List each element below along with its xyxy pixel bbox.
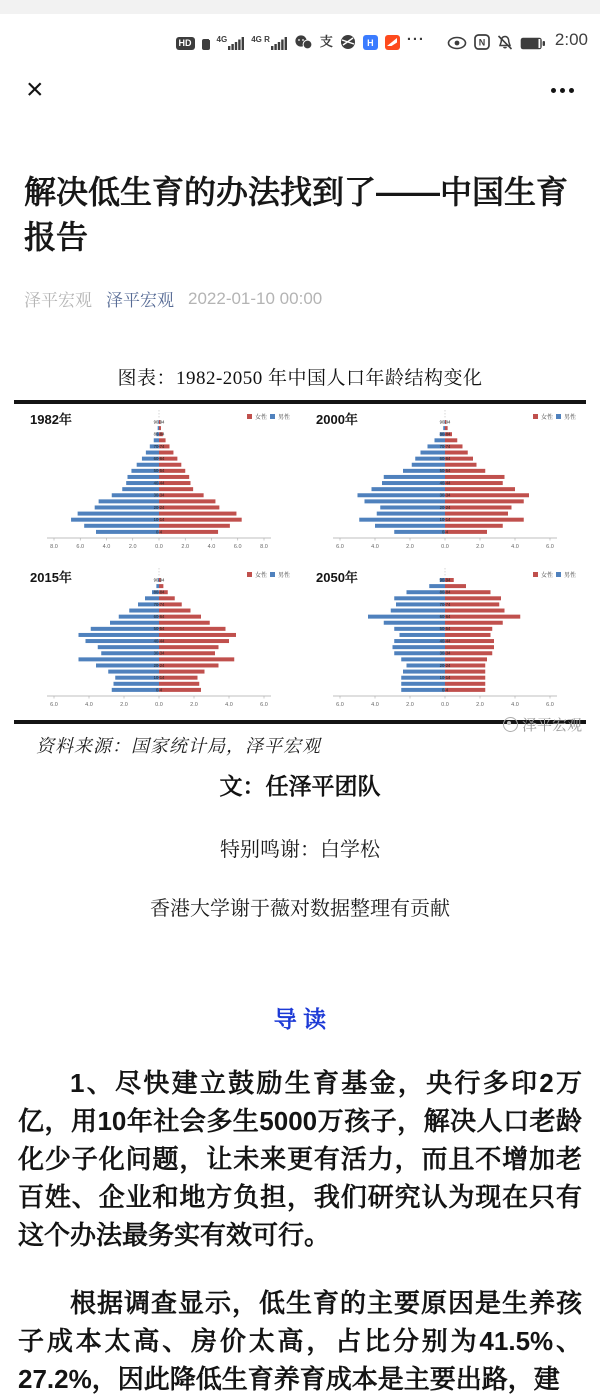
body-paragraph-2: 根据调查显示，低生育的主要原因是生养孩子成本太高、房价太高，占比分别为41.5%、27.2%，因此降低生育养育成本是主要出路，建: [18, 1288, 582, 1394]
svg-text:0-4: 0-4: [155, 529, 163, 535]
svg-text:2.0: 2.0: [181, 544, 190, 550]
svg-text:2.0: 2.0: [476, 702, 484, 708]
signal-strength-icon-2: 4G R: [251, 37, 287, 50]
svg-text:30-34: 30-34: [153, 650, 165, 656]
more-notifications-icon: ···: [406, 31, 425, 48]
svg-text:4.0: 4.0: [371, 702, 379, 708]
mute-bell-icon: [497, 35, 513, 50]
svg-text:2.0: 2.0: [120, 702, 128, 708]
male-legend-swatch: [556, 572, 561, 577]
orange-app-notification-icon: [385, 35, 400, 50]
svg-text:0-4: 0-4: [155, 687, 163, 693]
svg-text:2.0: 2.0: [128, 544, 137, 550]
svg-text:4.0: 4.0: [85, 702, 93, 708]
browser-globe-icon: [340, 34, 356, 50]
svg-text:4.0: 4.0: [511, 544, 519, 550]
svg-text:70-74: 70-74: [439, 601, 451, 607]
svg-text:70-74: 70-74: [439, 443, 451, 449]
svg-text:2.0: 2.0: [406, 544, 414, 550]
svg-text:2.0: 2.0: [406, 702, 414, 708]
sim-card-icon: [202, 39, 210, 50]
body-paragraph-1: 1、尽快建立鼓励生育基金，央行多印2万亿，用10年社会多生5000万孩子，解决人口老龄化少子化问题，让未来更有活力，而且不增加老百姓、企业和地方负担，我们研究认为现在只有这个办法最务实有效可行。: [18, 1068, 582, 1250]
female-legend-label: 女性: [254, 573, 267, 579]
pyramid-year-label: 2000年: [316, 412, 358, 427]
svg-text:90-94: 90-94: [153, 577, 165, 583]
svg-text:6.0: 6.0: [546, 702, 554, 708]
svg-text:50-54: 50-54: [153, 468, 165, 474]
svg-text:50-54: 50-54: [439, 468, 451, 474]
byline: [24, 286, 576, 311]
svg-text:N: N: [478, 37, 486, 48]
svg-text:8.0: 8.0: [50, 544, 58, 550]
svg-text:60-64: 60-64: [439, 456, 451, 462]
figure-title: 图表：1982-2050 年中国人口年龄结构变化: [117, 368, 483, 389]
alipay-notification-icon: 支: [319, 34, 333, 49]
status-bar: [0, 0, 600, 58]
signal-strength-icon-1: 4G: [217, 37, 245, 50]
female-legend-label: 女性: [540, 415, 553, 421]
male-legend-label: 男性: [277, 415, 290, 421]
svg-text:8.0: 8.0: [260, 544, 268, 550]
thanks-line: 特别鸣谢：白学松: [220, 839, 380, 861]
watermark-text: 泽平宏观: [521, 718, 582, 734]
svg-text:30-34: 30-34: [439, 492, 451, 498]
pyramid-grid: [14, 404, 586, 720]
watermark-logo-icon: [503, 717, 518, 732]
svg-text:90-94: 90-94: [153, 419, 165, 425]
svg-text:90-94: 90-94: [439, 577, 451, 583]
pyramid-legend: [247, 412, 290, 421]
svg-text:6.0: 6.0: [50, 702, 58, 708]
svg-text:40-44: 40-44: [153, 480, 165, 486]
svg-text:6.0: 6.0: [336, 702, 344, 708]
svg-text:4.0: 4.0: [102, 544, 111, 550]
close-icon[interactable]: ×: [26, 73, 44, 106]
female-legend-swatch: [533, 414, 538, 419]
svg-text:40-44: 40-44: [439, 638, 451, 644]
female-legend-label: 女性: [254, 415, 267, 421]
svg-text:80-84: 80-84: [439, 431, 451, 437]
svg-text:6.0: 6.0: [233, 544, 242, 550]
svg-text:20-24: 20-24: [439, 504, 451, 510]
svg-text:70-74: 70-74: [153, 601, 165, 607]
female-legend-swatch: [247, 414, 252, 419]
nfc-icon: [474, 34, 490, 50]
male-legend-label: 男性: [563, 573, 576, 579]
figure-source-row: [14, 718, 586, 758]
svg-text:10-14: 10-14: [439, 517, 451, 523]
svg-text:30-34: 30-34: [439, 650, 451, 656]
male-legend-label: 男性: [563, 415, 576, 421]
svg-text:80-84: 80-84: [153, 589, 165, 595]
svg-text:70-74: 70-74: [153, 443, 165, 449]
male-legend-swatch: [270, 572, 275, 577]
byline-account-link[interactable]: 泽平宏观: [106, 291, 174, 310]
pyramid-2050: [300, 562, 586, 720]
svg-text:2.0: 2.0: [476, 544, 484, 550]
svg-text:6.0: 6.0: [260, 702, 268, 708]
svg-text:50-54: 50-54: [153, 626, 165, 632]
svg-text:50-54: 50-54: [439, 626, 451, 632]
svg-text:0.0: 0.0: [441, 702, 449, 708]
svg-text:0-4: 0-4: [441, 687, 449, 693]
svg-text:6.0: 6.0: [546, 544, 554, 550]
pyramid-legend: [533, 412, 576, 421]
svg-text:4.0: 4.0: [511, 702, 519, 708]
female-legend-label: 女性: [540, 573, 553, 579]
population-pyramid-figure[interactable]: [14, 355, 586, 758]
male-legend-swatch: [556, 414, 561, 419]
svg-text:60-64: 60-64: [153, 614, 165, 620]
hd-volte-icon: HD: [176, 37, 195, 50]
pyramid-2015: [14, 562, 300, 720]
svg-text:60-64: 60-64: [153, 456, 165, 462]
watermark: [503, 714, 582, 735]
pyramid-legend: [533, 570, 576, 579]
byline-date: 2022-01-10 00:00: [188, 288, 323, 308]
wechat-notification-icon: [294, 35, 313, 50]
male-legend-swatch: [270, 414, 275, 419]
figure-source: 资料来源：国家统计局，泽平宏观: [36, 736, 321, 756]
svg-text:60-64: 60-64: [439, 614, 451, 620]
svg-text:20-24: 20-24: [153, 662, 165, 668]
pyramid-year-label: 1982年: [30, 412, 72, 427]
svg-text:0.0: 0.0: [155, 544, 163, 550]
author-line: 文：任泽平团队: [219, 773, 381, 799]
svg-text:40-44: 40-44: [439, 480, 451, 486]
svg-text:6.0: 6.0: [76, 544, 85, 550]
clock-time: 2:00: [554, 30, 588, 49]
battery-icon: [520, 37, 546, 50]
female-legend-swatch: [533, 572, 538, 577]
pyramid-year-label: 2015年: [30, 570, 72, 585]
svg-text:80-84: 80-84: [153, 431, 165, 437]
pyramid-2000: [300, 404, 586, 562]
svg-text:20-24: 20-24: [153, 504, 165, 510]
svg-text:30-34: 30-34: [153, 492, 165, 498]
svg-text:4.0: 4.0: [371, 544, 379, 550]
svg-text:10-14: 10-14: [153, 675, 165, 681]
nav-bar: [0, 58, 600, 122]
section-heading: 导 读: [273, 1006, 327, 1032]
pyramid-legend: [247, 570, 290, 579]
pyramid-year-label: 2050年: [316, 570, 358, 585]
svg-text:0.0: 0.0: [441, 544, 449, 550]
svg-text:40-44: 40-44: [153, 638, 165, 644]
svg-text:4.0: 4.0: [225, 702, 233, 708]
more-menu-icon[interactable]: [551, 82, 574, 99]
svg-text:0-4: 0-4: [441, 529, 449, 535]
eye-comfort-icon: [447, 36, 467, 50]
svg-text:10-14: 10-14: [153, 517, 165, 523]
female-legend-swatch: [247, 572, 252, 577]
blue-app-notification-icon: H: [363, 35, 378, 50]
male-legend-label: 男性: [277, 573, 290, 579]
contrib-line: 香港大学谢于薇对数据整理有贡献: [150, 898, 450, 920]
svg-text:80-84: 80-84: [439, 589, 451, 595]
svg-text:6.0: 6.0: [336, 544, 344, 550]
svg-text:90-94: 90-94: [439, 419, 451, 425]
svg-text:2.0: 2.0: [190, 702, 198, 708]
pyramid-1982: [14, 404, 300, 562]
svg-text:20-24: 20-24: [439, 662, 451, 668]
svg-text:10-14: 10-14: [439, 675, 451, 681]
article-title: 解决低生育的办法找到了——中国生育报告: [24, 174, 569, 255]
svg-text:4.0: 4.0: [207, 544, 216, 550]
svg-text:0.0: 0.0: [155, 702, 163, 708]
byline-source: 泽平宏观: [24, 291, 92, 310]
